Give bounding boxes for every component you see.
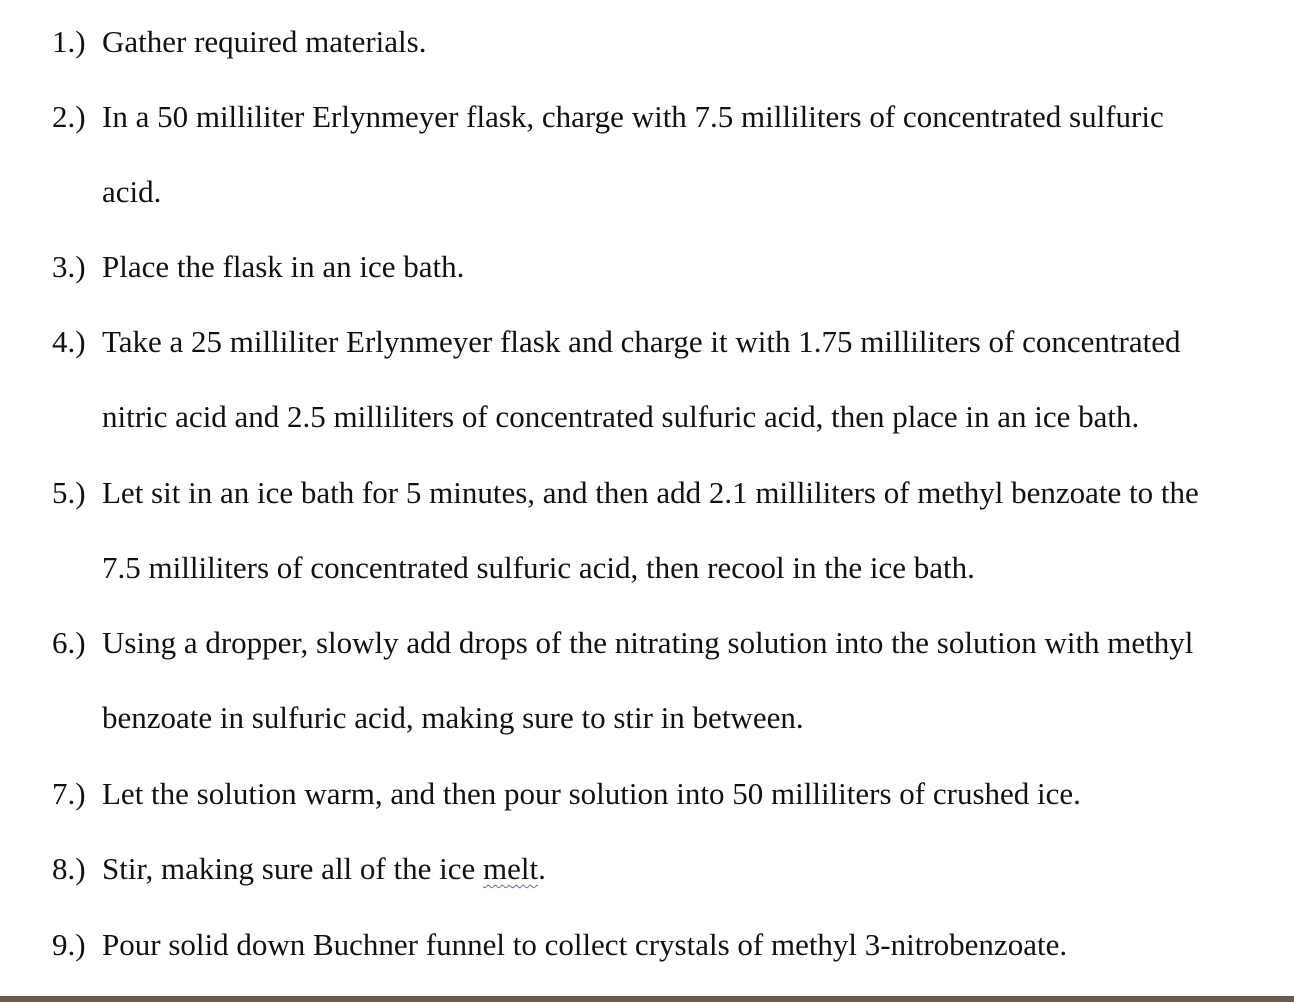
step-text-continued[interactable]: acid.	[102, 174, 162, 209]
window-bottom-border	[0, 996, 1294, 1002]
step-8	[52, 831, 1287, 906]
step-6	[52, 605, 1287, 755]
step-number: 5.)	[52, 475, 86, 510]
step-2	[52, 79, 1287, 229]
step-text[interactable]: Gather required materials.	[102, 24, 427, 59]
step-number: 9.)	[52, 927, 86, 962]
step-text[interactable]: Let the solution warm, and then pour solution into 50 milliliters of crushed ice.	[102, 776, 1081, 811]
step-number: 7.)	[52, 776, 86, 811]
step-number: 1.)	[52, 24, 86, 59]
step-number: 2.)	[52, 99, 86, 134]
step-text[interactable]: Place the flask in an ice bath.	[102, 249, 465, 284]
step-9	[52, 907, 1287, 982]
step-text[interactable]: Using a dropper, slowly add drops of the nitrating solution into the solution with methyl	[102, 625, 1194, 660]
step-text-continued[interactable]: benzoate in sulfuric acid, making sure to stir in between.	[102, 700, 804, 735]
step-text[interactable]: Pour solid down Buchner funnel to collect crystals of methyl 3-nitrobenzoate.	[102, 927, 1068, 962]
spellcheck-flagged-word[interactable]: melt	[483, 851, 539, 886]
step-text[interactable]: Let sit in an ice bath for 5 minutes, and then add 2.1 milliliters of methyl benzoate to the	[102, 475, 1199, 510]
step-number: 3.)	[52, 249, 86, 284]
step-4	[52, 304, 1287, 454]
step-7	[52, 756, 1287, 831]
step-text[interactable]: Stir, making sure all of the ice	[102, 851, 483, 886]
step-text[interactable]: Take a 25 milliliter Erlynmeyer flask and charge it with 1.75 milliliters of concentrated	[102, 324, 1181, 359]
step-number: 4.)	[52, 324, 86, 359]
step-text[interactable]: In a 50 milliliter Erlynmeyer flask, charge with 7.5 milliliters of concentrated sulfuric	[102, 99, 1164, 134]
step-text-continued[interactable]: nitric acid and 2.5 milliliters of concentrated sulfuric acid, then place in an ice bath.	[102, 399, 1140, 434]
step-number: 6.)	[52, 625, 86, 660]
step-text-end[interactable]: .	[538, 851, 546, 886]
step-3	[52, 229, 1287, 304]
step-number: 8.)	[52, 851, 86, 886]
step-text-continued[interactable]: 7.5 milliliters of concentrated sulfuric acid, then recool in the ice bath.	[102, 550, 975, 585]
step-1	[52, 4, 1287, 79]
step-5	[52, 455, 1287, 605]
